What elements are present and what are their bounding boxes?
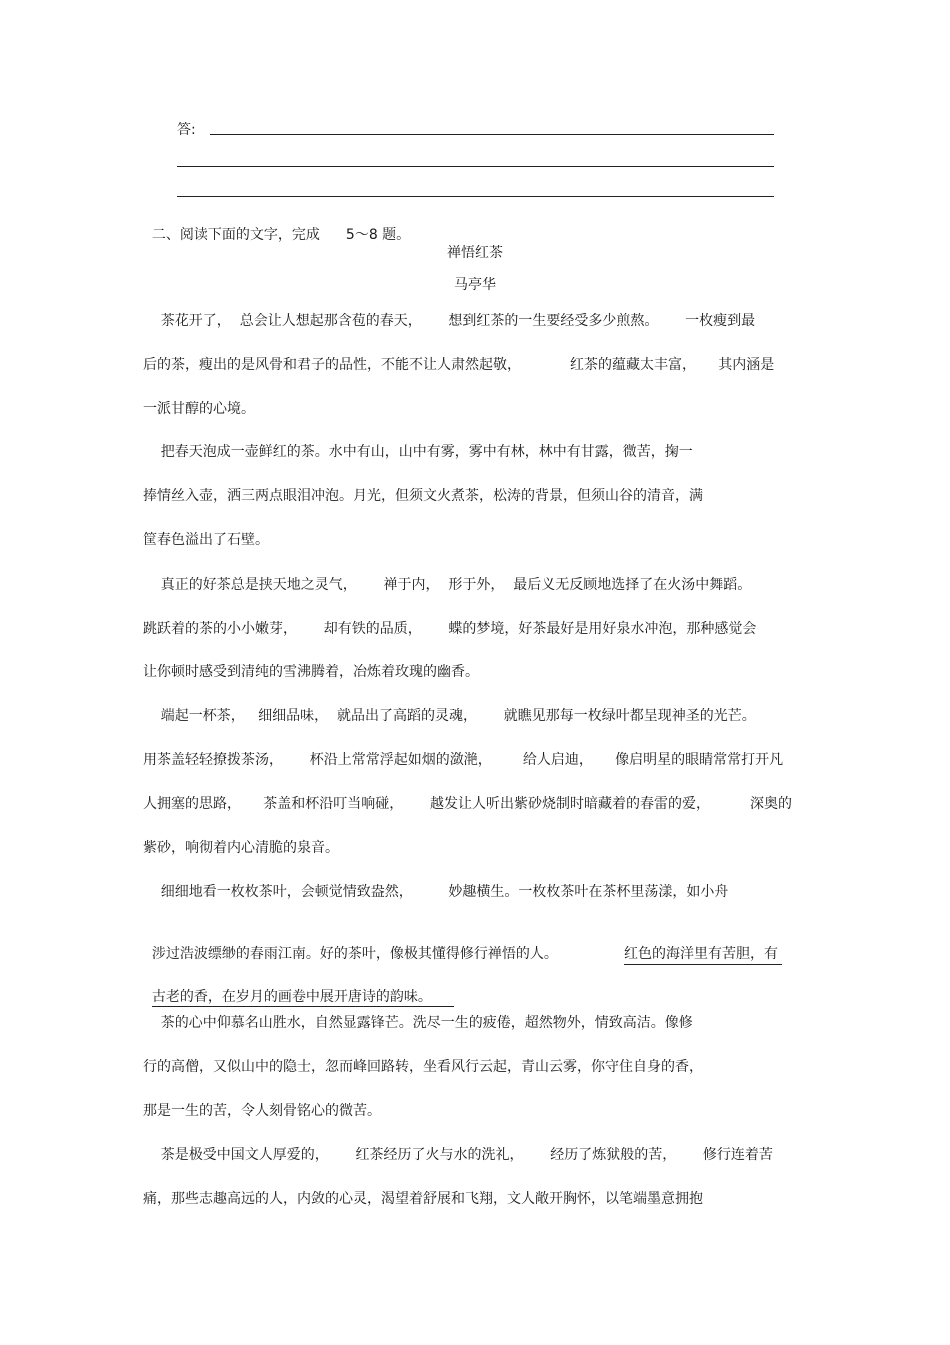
- article-line: [143, 927, 783, 963]
- underlined-sentence-part-2: 古老的香，在岁月的画卷中展开唐诗的韵味。: [151, 989, 455, 1005]
- answer-line-3[interactable]: [177, 196, 774, 197]
- section-heading-prefix: 二、阅读下面的文字，完成: [151, 227, 320, 243]
- article-line-text: 涉过浩波缥缈的春雨江南。好的茶叶，像极其懂得修行禅悟的人。: [151, 946, 558, 962]
- article-line: 细细地看一枚枚茶叶，会顿觉情致盎然， 妙趣横生。一枚枚茶叶在茶杯里荡漾，如小舟: [143, 884, 729, 900]
- answer-label: 答:: [177, 122, 196, 138]
- article-line: 行的高僧，又似山中的隐士，忽而峰回路转，坐看风行云起，青山云雾，你守住自身的香，: [143, 1059, 703, 1075]
- section-heading: [143, 208, 410, 244]
- article-line: 那是一生的苦，令人刻骨铭心的微苦。: [143, 1103, 381, 1119]
- article-line: 让你顿时感受到清纯的雪沸腾着，冶炼着玫瑰的幽香。: [143, 664, 479, 680]
- article-line: 捧情丝入壶，洒三两点眼泪冲泡。月光，但须文火煮茶，松涛的背景，但须山谷的清音，满: [143, 488, 703, 504]
- article-author: 马亭华: [454, 277, 496, 293]
- article-line: 茶是极受中国文人厚爱的， 红茶经历了火与水的洗礼， 经历了炼狱般的苦， 修行连着苦: [143, 1147, 773, 1163]
- underlined-sentence-part-1: 红色的海洋里有苦胆，有: [624, 945, 782, 965]
- answer-line-1[interactable]: [210, 134, 774, 135]
- article-line: 用茶盖轻轻撩拨茶汤， 杯沿上常常浮起如烟的潋滟， 给人启迪， 像启明星的眼睛常常打开凡: [143, 752, 784, 768]
- article-line: 真正的好茶总是挟天地之灵气， 禅于内， 形于外， 最后义无反顾地选择了在火汤中舞蹈。: [143, 577, 752, 593]
- article-line: 一派甘醇的心境。: [143, 401, 255, 417]
- article-line: 把春天泡成一壶鲜红的茶。水中有山，山中有雾，雾中有林，林中有甘露，微苦，掬一: [143, 444, 693, 460]
- article-line: 痛，那些志趣高远的人，内敛的心灵，渴望着舒展和飞翔，文人敞开胸怀，以笔端墨意拥抱: [143, 1191, 703, 1207]
- article-line: 筐春色溢出了石壁。: [143, 532, 269, 548]
- article-line: 紫砂，响彻着内心清脆的泉音。: [143, 840, 339, 856]
- article-line: 后的茶，瘦出的是风骨和君子的品性，不能不让人肃然起敬， 红茶的蕴藏太丰富， 其内涵是: [143, 357, 775, 373]
- article-title: 禅悟红茶: [447, 245, 503, 261]
- article-line: 端起一杯茶， 细细品味， 就品出了高蹈的灵魂， 就瞧见那每一枚绿叶都呈现神圣的光芒。: [143, 708, 756, 724]
- answer-line-2[interactable]: [177, 166, 774, 167]
- article-line: 人拥塞的思路， 茶盖和杯沿叮当响碰， 越发让人听出紫砂烧制时暗藏着的春雷的爱， 深奥的: [143, 796, 793, 812]
- article-line: [143, 970, 454, 1006]
- article-line: 茶花开了， 总会让人想起那含苞的春天， 想到红茶的一生要经受多少煎熬。 一枚瘦到最: [143, 313, 756, 329]
- article-line: 茶的心中仰慕名山胜水，自然显露锋芒。洗尽一生的疲倦，超然物外，情致高洁。像修: [143, 1015, 693, 1031]
- article-line: 跳跃着的茶的小小嫩芽， 却有铁的品质， 蝶的梦境，好茶最好是用好泉水冲泡，那种感觉会: [143, 621, 757, 637]
- section-heading-range: 5～8 题。: [345, 227, 411, 243]
